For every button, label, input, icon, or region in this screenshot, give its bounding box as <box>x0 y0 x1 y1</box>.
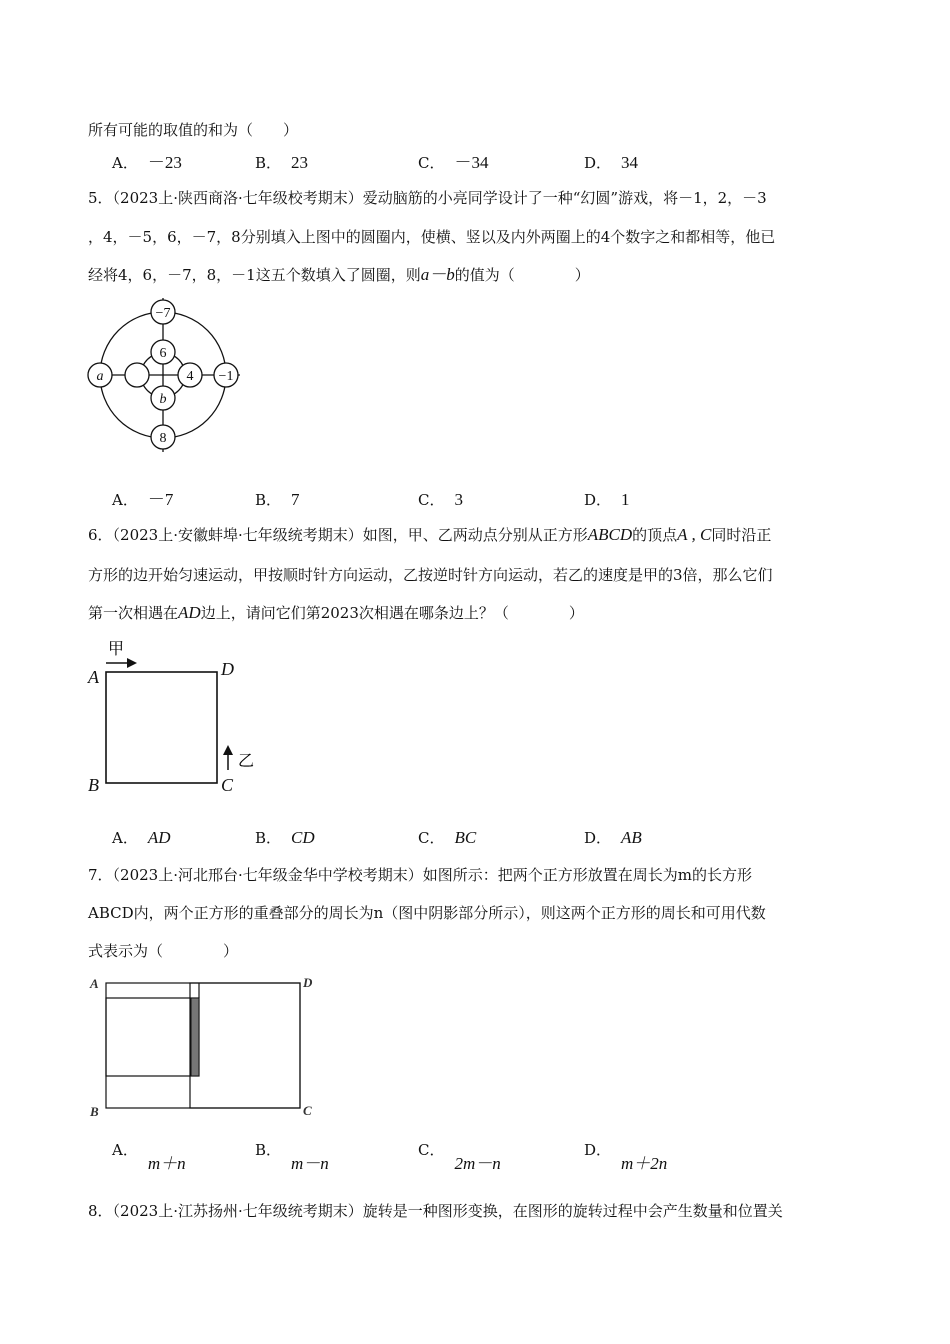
q5-expression: a－b <box>420 265 455 284</box>
vertex-d: D <box>303 975 313 990</box>
vertex-b: B <box>90 1104 99 1119</box>
square-right <box>190 983 300 1108</box>
vertex-c: C <box>303 1103 312 1118</box>
vertex-c: C <box>221 775 234 795</box>
q7-option-b: B．m－n <box>255 1141 329 1173</box>
label-top: −7 <box>155 306 171 321</box>
square-left <box>106 998 199 1076</box>
vertex-a: A <box>90 976 99 991</box>
vertex-a: A <box>88 667 99 687</box>
q6-stem-line2: 方形的边开始匀速运动，甲按顺时针方向运动，乙按逆时针方向运动，若乙的速度是甲的3倍，那么它们 <box>88 566 773 584</box>
q6-vertices: A , C <box>677 525 712 544</box>
q6-option-b: B． CD <box>255 828 315 847</box>
label-inner-right: 4 <box>186 369 194 384</box>
q5-stem-line3: 经将4，6，－7，8，－1这五个数填入了圆圈，则a－b的值为（ ） <box>88 265 590 284</box>
q5-stem-line2: ，4，－5，6，－7，8分别填入上图中的圆圈内，使横、竖以及内外两圈上的4个数字之和都相等，他已 <box>88 228 776 246</box>
q5-stem-line1: 5．（2023上·陕西商洛·七年级校考期末）爱动脑筋的小亮同学设计了一种“幻圆”游戏，将－1，2，－3 <box>88 189 767 207</box>
label-inner-bottom: b <box>159 392 167 407</box>
label-left: a <box>96 369 104 384</box>
q5-option-a: A． －7 <box>112 490 174 509</box>
q5-option-d: D． 1 <box>584 490 630 509</box>
q6-stem-line3: 第一次相遇在AD边上，请问它们第2023次相遇在哪条边上？（ ） <box>88 603 584 622</box>
q6-stem-line1: 6．（2023上·安徽蚌埠·七年级统考期末）如图，甲、乙两动点分别从正方形ABCD的顶点A , C同时沿正 <box>88 525 772 544</box>
q7-option-c: C．2m－n <box>418 1141 501 1173</box>
q4-option-b: B． 23 <box>255 153 309 172</box>
rectangle-abcd <box>106 983 300 1108</box>
overlap-shaded-region <box>191 998 199 1076</box>
q7-option-d: D．m＋2n <box>584 1141 668 1173</box>
vertex-b: B <box>88 775 99 795</box>
q7-stem-line1: 7．（2023上·河北邢台·七年级金华中学校考期末）如图所示：把两个正方形放置在周长为m的长方形 <box>88 866 752 884</box>
q5-option-c: C． 3 <box>418 490 463 509</box>
q6-option-a: A． AD <box>112 828 171 847</box>
label-bottom: 8 <box>159 431 167 446</box>
q4-option-a: A． －23 <box>112 153 182 172</box>
label-inner-top: 6 <box>159 346 167 361</box>
q6-side: AD <box>178 603 201 622</box>
q6-square-name: ABCD <box>587 525 633 544</box>
q6-option-c: C． BC <box>418 828 477 847</box>
q7-stem-line3: 式表示为（ ） <box>88 942 239 960</box>
q7-stem-line2: ABCD内，两个正方形的重叠部分的周长为n（图中阴影部分所示），则这两个正方形的周长和可用代数 <box>88 904 766 922</box>
q5-option-b: B． 7 <box>255 490 300 509</box>
label-right: −1 <box>218 369 234 384</box>
q4-option-d: D． 34 <box>584 153 639 172</box>
q7-option-a: A．m＋n <box>112 1141 186 1173</box>
q6-option-d: D． AB <box>584 828 642 847</box>
jia-label: 甲 <box>108 641 125 658</box>
q8-stem-line1: 8．（2023上·江苏扬州·七年级统考期末）旋转是一种图形变换，在图形的旋转过程中会产生数量和位置关 <box>88 1202 783 1220</box>
q4-stem-tail: 所有可能的取值的和为（ ） <box>88 121 299 139</box>
yi-label: 乙 <box>238 753 255 770</box>
vertex-d: D <box>221 659 234 679</box>
q4-option-c: C． －34 <box>418 153 489 172</box>
